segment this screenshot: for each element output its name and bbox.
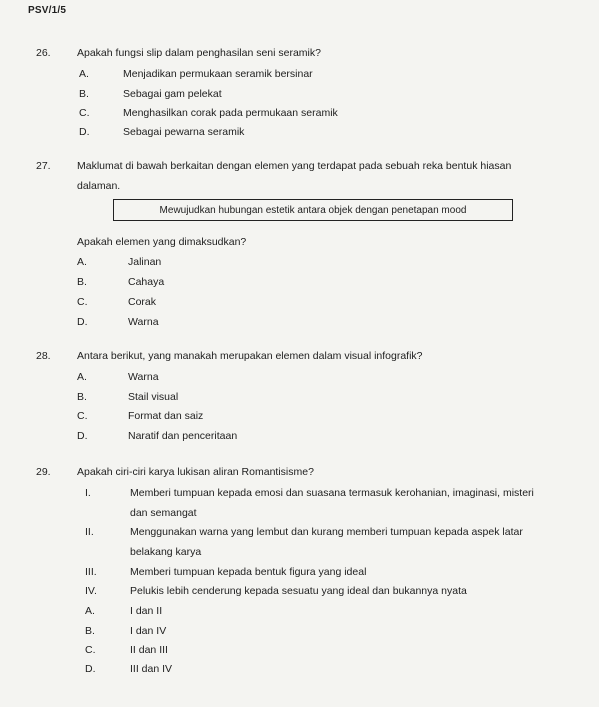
option-letter: B.: [77, 276, 87, 288]
option-letter: B.: [79, 88, 89, 100]
option-letter: B.: [85, 625, 95, 637]
option-text: I dan II: [130, 605, 163, 617]
statement-numeral: IV.: [85, 585, 97, 597]
option-letter: C.: [77, 410, 88, 422]
question-text: Apakah fungsi slip dalam penghasilan seni seramik?: [77, 47, 321, 59]
option-letter: D.: [77, 430, 88, 442]
statement-text: Memberi tumpuan kepada emosi dan suasana termasuk kerohanian, imaginasi, misteri: [130, 487, 534, 499]
question-prompt: Apakah elemen yang dimaksudkan?: [77, 236, 247, 248]
question-text-continued: dalaman.: [77, 180, 121, 192]
option-text: Naratif dan penceritaan: [128, 430, 238, 442]
statement-text-continued: dan semangat: [130, 507, 197, 519]
option-text: I dan IV: [130, 625, 167, 637]
option-letter: A.: [85, 605, 95, 617]
option-text: Menghasilkan corak pada permukaan seramik: [123, 107, 338, 119]
option-letter: C.: [85, 644, 96, 656]
statement-text: Memberi tumpuan kepada bentuk figura yang ideal: [130, 566, 367, 578]
statement-text-continued: belakang karya: [130, 546, 202, 558]
option-letter: C.: [79, 107, 90, 119]
option-text: Menjadikan permukaan seramik bersinar: [123, 68, 313, 80]
question-number: 28.: [36, 350, 51, 362]
option-text: III dan IV: [130, 663, 173, 675]
option-letter: D.: [79, 126, 90, 138]
option-text: Format dan saiz: [128, 410, 204, 422]
option-letter: A.: [79, 68, 89, 80]
option-text: Stail visual: [128, 391, 179, 403]
paper-code: PSV/1/5: [28, 5, 67, 16]
option-text: Sebagai gam pelekat: [123, 88, 222, 100]
option-letter: B.: [77, 391, 87, 403]
option-text: Jalinan: [128, 256, 162, 268]
option-text: Corak: [128, 296, 157, 308]
question-number: 29.: [36, 466, 51, 478]
information-box: Mewujudkan hubungan estetik antara objek dengan penetapan mood: [113, 199, 513, 221]
question-number: 26.: [36, 47, 51, 59]
option-text: II dan III: [130, 644, 168, 656]
option-text: Warna: [128, 371, 159, 383]
option-text: Cahaya: [128, 276, 165, 288]
question-text: Apakah ciri-ciri karya lukisan aliran Romantisisme?: [77, 466, 314, 478]
option-letter: D.: [85, 663, 96, 675]
statement-numeral: I.: [85, 487, 91, 499]
statement-text: Menggunakan warna yang lembut dan kurang memberi tumpuan kepada aspek latar: [130, 526, 523, 538]
option-text: Warna: [128, 316, 159, 328]
statement-numeral: III.: [85, 566, 97, 578]
statement-text: Pelukis lebih cenderung kepada sesuatu yang ideal dan bukannya nyata: [130, 585, 467, 597]
option-text: Sebagai pewarna seramik: [123, 126, 245, 138]
option-letter: D.: [77, 316, 88, 328]
statement-numeral: II.: [85, 526, 94, 538]
option-letter: A.: [77, 256, 87, 268]
question-number: 27.: [36, 160, 51, 172]
question-text: Antara berikut, yang manakah merupakan elemen dalam visual infografik?: [77, 350, 423, 362]
option-letter: C.: [77, 296, 88, 308]
question-text: Maklumat di bawah berkaitan dengan elemen yang terdapat pada sebuah reka bentuk hiasan: [77, 160, 512, 172]
option-letter: A.: [77, 371, 87, 383]
